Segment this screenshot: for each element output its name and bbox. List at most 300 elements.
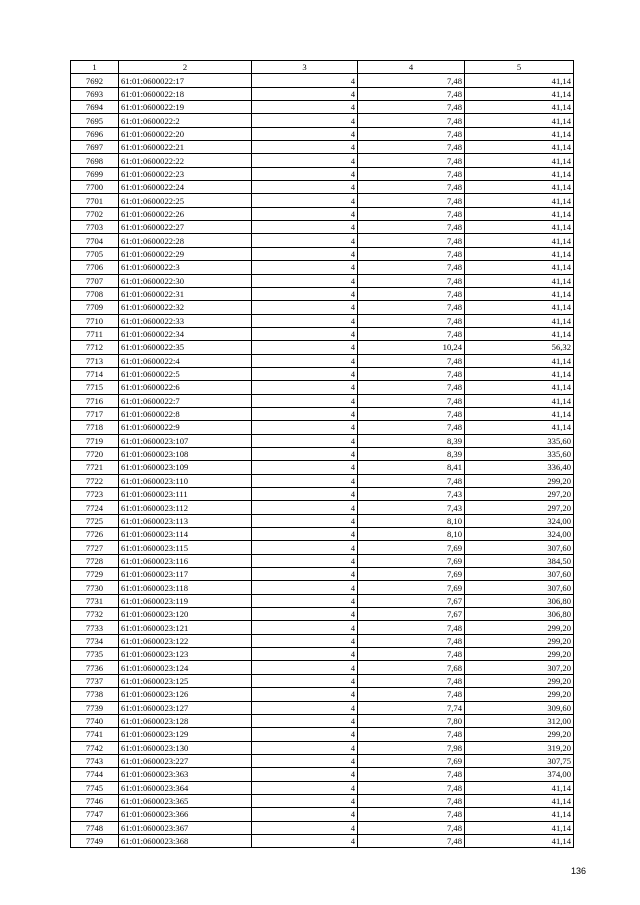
page-number: 136 xyxy=(570,866,586,876)
table-cell: 4 xyxy=(252,194,358,207)
table-row xyxy=(71,821,574,834)
table-cell: 41,14 xyxy=(465,181,574,194)
table-cell: 41,14 xyxy=(465,221,574,234)
table-cell: 307,60 xyxy=(465,568,574,581)
table-cell: 4 xyxy=(252,621,358,634)
table-cell: 4 xyxy=(252,688,358,701)
table-cell: 7,43 xyxy=(358,501,465,514)
table-row xyxy=(71,141,574,154)
table-cell: 4 xyxy=(252,407,358,420)
table-cell: 7724 xyxy=(71,501,119,514)
table-cell: 41,14 xyxy=(465,421,574,434)
table-cell: 4 xyxy=(252,301,358,314)
table-cell: 61:01:0600022:30 xyxy=(119,274,252,287)
table-cell: 7740 xyxy=(71,714,119,727)
table-cell: 10,24 xyxy=(358,341,465,354)
table-cell: 61:01:0600022:19 xyxy=(119,101,252,114)
table-cell: 7694 xyxy=(71,101,119,114)
table-row xyxy=(71,621,574,634)
table-cell: 61:01:0600023:125 xyxy=(119,674,252,687)
column-header-1: 1 xyxy=(71,61,119,74)
table-cell: 299,20 xyxy=(465,621,574,634)
table-cell: 4 xyxy=(252,501,358,514)
table-row xyxy=(71,554,574,567)
table-cell: 7,69 xyxy=(358,568,465,581)
table-cell: 61:01:0600022:31 xyxy=(119,287,252,300)
table-cell: 61:01:0600022:18 xyxy=(119,87,252,100)
table-cell: 7700 xyxy=(71,181,119,194)
table-cell: 7731 xyxy=(71,594,119,607)
table-cell: 7726 xyxy=(71,528,119,541)
table-row xyxy=(71,741,574,754)
table-cell: 7693 xyxy=(71,87,119,100)
table-cell: 7697 xyxy=(71,141,119,154)
table-cell: 4 xyxy=(252,381,358,394)
table-cell: 61:01:0600023:117 xyxy=(119,568,252,581)
table-cell: 4 xyxy=(252,714,358,727)
table-cell: 61:01:0600023:363 xyxy=(119,768,252,781)
table-cell: 7,48 xyxy=(358,821,465,834)
column-header-2: 2 xyxy=(119,61,252,74)
table-cell: 4 xyxy=(252,114,358,127)
table-cell: 7,48 xyxy=(358,674,465,687)
table-cell: 7737 xyxy=(71,674,119,687)
table-cell: 4 xyxy=(252,141,358,154)
table-cell: 4 xyxy=(252,234,358,247)
table-cell: 41,14 xyxy=(465,261,574,274)
table-cell: 7748 xyxy=(71,821,119,834)
table-cell: 299,20 xyxy=(465,474,574,487)
table-row xyxy=(71,834,574,847)
table-cell: 7,69 xyxy=(358,754,465,767)
data-table xyxy=(70,60,574,848)
table-cell: 7,48 xyxy=(358,141,465,154)
table-cell: 4 xyxy=(252,367,358,380)
table-body xyxy=(71,74,574,848)
table-cell: 61:01:0600023:124 xyxy=(119,661,252,674)
table-cell: 7733 xyxy=(71,621,119,634)
table-row xyxy=(71,287,574,300)
table-cell: 61:01:0600022:25 xyxy=(119,194,252,207)
table-row xyxy=(71,341,574,354)
table-cell: 4 xyxy=(252,154,358,167)
table-row xyxy=(71,447,574,460)
table-row xyxy=(71,781,574,794)
table-cell: 61:01:0600023:107 xyxy=(119,434,252,447)
table-cell: 297,20 xyxy=(465,488,574,501)
table-cell: 56,32 xyxy=(465,341,574,354)
table-row xyxy=(71,247,574,260)
table-cell: 7718 xyxy=(71,421,119,434)
table-cell: 4 xyxy=(252,834,358,847)
table-cell: 41,14 xyxy=(465,114,574,127)
table-cell: 61:01:0600022:9 xyxy=(119,421,252,434)
table-cell: 307,20 xyxy=(465,661,574,674)
table-cell: 7736 xyxy=(71,661,119,674)
table-cell: 7,48 xyxy=(358,381,465,394)
table-cell: 7,48 xyxy=(358,794,465,807)
table-cell: 61:01:0600023:114 xyxy=(119,528,252,541)
table-cell: 61:01:0600022:7 xyxy=(119,394,252,407)
table-cell: 7698 xyxy=(71,154,119,167)
table-cell: 4 xyxy=(252,247,358,260)
table-cell: 7729 xyxy=(71,568,119,581)
table-cell: 61:01:0600023:122 xyxy=(119,634,252,647)
table-row xyxy=(71,474,574,487)
table-cell: 4 xyxy=(252,541,358,554)
table-cell: 61:01:0600023:366 xyxy=(119,808,252,821)
table-cell: 4 xyxy=(252,821,358,834)
table-cell: 4 xyxy=(252,394,358,407)
table-row xyxy=(71,461,574,474)
table-row xyxy=(71,648,574,661)
table-row xyxy=(71,594,574,607)
table-cell: 7,48 xyxy=(358,367,465,380)
table-row xyxy=(71,568,574,581)
table-cell: 7745 xyxy=(71,781,119,794)
table-row xyxy=(71,714,574,727)
table-cell: 7,48 xyxy=(358,394,465,407)
table-cell: 4 xyxy=(252,354,358,367)
table-cell: 4 xyxy=(252,594,358,607)
table-cell: 41,14 xyxy=(465,247,574,260)
table-cell: 299,20 xyxy=(465,634,574,647)
table-cell: 307,60 xyxy=(465,581,574,594)
table-cell: 61:01:0600023:365 xyxy=(119,794,252,807)
table-row xyxy=(71,794,574,807)
table-row xyxy=(71,634,574,647)
table-cell: 61:01:0600023:110 xyxy=(119,474,252,487)
table-cell: 7696 xyxy=(71,127,119,140)
table-cell: 7714 xyxy=(71,367,119,380)
table-row xyxy=(71,608,574,621)
table-cell: 7716 xyxy=(71,394,119,407)
table-cell: 7701 xyxy=(71,194,119,207)
table-cell: 41,14 xyxy=(465,794,574,807)
table-cell: 4 xyxy=(252,447,358,460)
table-cell: 7,43 xyxy=(358,488,465,501)
table-cell: 374,00 xyxy=(465,768,574,781)
table-cell: 7,69 xyxy=(358,581,465,594)
table-cell: 41,14 xyxy=(465,367,574,380)
table-cell: 7,48 xyxy=(358,101,465,114)
table-cell: 7,98 xyxy=(358,741,465,754)
table-cell: 7,48 xyxy=(358,114,465,127)
table-cell: 7,48 xyxy=(358,274,465,287)
table-cell: 297,20 xyxy=(465,501,574,514)
table-row xyxy=(71,127,574,140)
table-cell: 4 xyxy=(252,528,358,541)
table-cell: 7,48 xyxy=(358,474,465,487)
table-cell: 61:01:0600022:2 xyxy=(119,114,252,127)
table-cell: 61:01:0600023:123 xyxy=(119,648,252,661)
table-cell: 7,48 xyxy=(358,194,465,207)
table-cell: 7727 xyxy=(71,541,119,554)
table-cell: 7,48 xyxy=(358,167,465,180)
table-row xyxy=(71,154,574,167)
table-cell: 7721 xyxy=(71,461,119,474)
table-cell: 41,14 xyxy=(465,354,574,367)
table-cell: 4 xyxy=(252,581,358,594)
table-cell: 4 xyxy=(252,514,358,527)
table-cell: 309,60 xyxy=(465,701,574,714)
table-cell: 4 xyxy=(252,87,358,100)
table-cell: 7734 xyxy=(71,634,119,647)
table-row xyxy=(71,87,574,100)
table-cell: 7,74 xyxy=(358,701,465,714)
table-row xyxy=(71,234,574,247)
table-cell: 61:01:0600022:21 xyxy=(119,141,252,154)
table-row xyxy=(71,421,574,434)
table-row xyxy=(71,501,574,514)
table-cell: 7711 xyxy=(71,327,119,340)
column-header-4: 4 xyxy=(358,61,465,74)
table-cell: 7747 xyxy=(71,808,119,821)
table-cell: 41,14 xyxy=(465,74,574,87)
table-cell: 336,40 xyxy=(465,461,574,474)
table-cell: 7744 xyxy=(71,768,119,781)
table-cell: 61:01:0600022:23 xyxy=(119,167,252,180)
table-cell: 7705 xyxy=(71,247,119,260)
table-row xyxy=(71,488,574,501)
table-cell: 4 xyxy=(252,461,358,474)
table-row xyxy=(71,674,574,687)
table-cell: 61:01:0600022:5 xyxy=(119,367,252,380)
table-cell: 4 xyxy=(252,434,358,447)
table-cell: 4 xyxy=(252,314,358,327)
table-cell: 4 xyxy=(252,327,358,340)
table-cell: 61:01:0600023:128 xyxy=(119,714,252,727)
table-cell: 61:01:0600023:367 xyxy=(119,821,252,834)
table-cell: 307,75 xyxy=(465,754,574,767)
table-cell: 4 xyxy=(252,221,358,234)
table-cell: 7,48 xyxy=(358,781,465,794)
table-cell: 7706 xyxy=(71,261,119,274)
table-cell: 7723 xyxy=(71,488,119,501)
table-cell: 41,14 xyxy=(465,394,574,407)
table-row xyxy=(71,101,574,114)
table-cell: 41,14 xyxy=(465,127,574,140)
table-cell: 7,48 xyxy=(358,407,465,420)
table-cell: 7732 xyxy=(71,608,119,621)
table-row xyxy=(71,688,574,701)
table-cell: 4 xyxy=(252,474,358,487)
table-cell: 7,48 xyxy=(358,127,465,140)
table-cell: 307,60 xyxy=(465,541,574,554)
table-cell: 41,14 xyxy=(465,87,574,100)
table-cell: 41,14 xyxy=(465,808,574,821)
table-cell: 61:01:0600023:112 xyxy=(119,501,252,514)
table-cell: 61:01:0600022:22 xyxy=(119,154,252,167)
table-cell: 7,48 xyxy=(358,74,465,87)
table-row xyxy=(71,728,574,741)
table-cell: 61:01:0600022:6 xyxy=(119,381,252,394)
table-cell: 4 xyxy=(252,648,358,661)
table-cell: 7735 xyxy=(71,648,119,661)
table-cell: 7,48 xyxy=(358,354,465,367)
table-cell: 8,10 xyxy=(358,528,465,541)
table-cell: 335,60 xyxy=(465,447,574,460)
table-cell: 7699 xyxy=(71,167,119,180)
table-cell: 61:01:0600023:126 xyxy=(119,688,252,701)
table-cell: 41,14 xyxy=(465,314,574,327)
table-cell: 7728 xyxy=(71,554,119,567)
table-row xyxy=(71,407,574,420)
table-cell: 7,48 xyxy=(358,247,465,260)
table-cell: 61:01:0600023:227 xyxy=(119,754,252,767)
table-cell: 7720 xyxy=(71,447,119,460)
table-row xyxy=(71,701,574,714)
table-cell: 7,48 xyxy=(358,181,465,194)
table-cell: 61:01:0600023:109 xyxy=(119,461,252,474)
table-cell: 41,14 xyxy=(465,407,574,420)
table-cell: 7,48 xyxy=(358,768,465,781)
table-cell: 8,39 xyxy=(358,434,465,447)
table-cell: 7739 xyxy=(71,701,119,714)
table-cell: 4 xyxy=(252,341,358,354)
table-cell: 4 xyxy=(252,768,358,781)
table-cell: 61:01:0600022:24 xyxy=(119,181,252,194)
table-cell: 41,14 xyxy=(465,327,574,340)
table-cell: 7746 xyxy=(71,794,119,807)
table-cell: 324,00 xyxy=(465,514,574,527)
table-cell: 4 xyxy=(252,74,358,87)
table-cell: 41,14 xyxy=(465,167,574,180)
table-cell: 61:01:0600023:113 xyxy=(119,514,252,527)
table-cell: 7,69 xyxy=(358,541,465,554)
table-cell: 319,20 xyxy=(465,741,574,754)
header-row xyxy=(71,61,574,74)
table-row xyxy=(71,541,574,554)
table-cell: 306,80 xyxy=(465,608,574,621)
table-cell: 324,00 xyxy=(465,528,574,541)
table-row xyxy=(71,394,574,407)
table-cell: 41,14 xyxy=(465,821,574,834)
table-cell: 7,48 xyxy=(358,648,465,661)
table-cell: 61:01:0600023:120 xyxy=(119,608,252,621)
table-cell: 61:01:0600023:127 xyxy=(119,701,252,714)
table-cell: 7730 xyxy=(71,581,119,594)
table-cell: 61:01:0600022:33 xyxy=(119,314,252,327)
table-cell: 7,67 xyxy=(358,594,465,607)
table-cell: 7715 xyxy=(71,381,119,394)
table-cell: 41,14 xyxy=(465,834,574,847)
table-row xyxy=(71,354,574,367)
table-cell: 7,48 xyxy=(358,314,465,327)
table-cell: 7,48 xyxy=(358,421,465,434)
table-cell: 299,20 xyxy=(465,674,574,687)
table-cell: 4 xyxy=(252,488,358,501)
table-cell: 41,14 xyxy=(465,301,574,314)
table-cell: 7,48 xyxy=(358,728,465,741)
table-cell: 4 xyxy=(252,728,358,741)
table-cell: 384,50 xyxy=(465,554,574,567)
table-row xyxy=(71,381,574,394)
table-cell: 7708 xyxy=(71,287,119,300)
column-header-3: 3 xyxy=(252,61,358,74)
table-cell: 7,48 xyxy=(358,808,465,821)
table-cell: 7704 xyxy=(71,234,119,247)
table-cell: 41,14 xyxy=(465,274,574,287)
table-cell: 7,48 xyxy=(358,261,465,274)
column-header-5: 5 xyxy=(465,61,574,74)
table-cell: 7,48 xyxy=(358,221,465,234)
table-cell: 4 xyxy=(252,781,358,794)
table-cell: 4 xyxy=(252,421,358,434)
table-cell: 61:01:0600022:28 xyxy=(119,234,252,247)
table-cell: 299,20 xyxy=(465,688,574,701)
table-cell: 4 xyxy=(252,674,358,687)
table-cell: 4 xyxy=(252,101,358,114)
table-cell: 61:01:0600022:3 xyxy=(119,261,252,274)
table-cell: 7709 xyxy=(71,301,119,314)
table-cell: 8,41 xyxy=(358,461,465,474)
table-row xyxy=(71,207,574,220)
table-row xyxy=(71,434,574,447)
table-cell: 4 xyxy=(252,741,358,754)
table-cell: 4 xyxy=(252,207,358,220)
table-cell: 4 xyxy=(252,794,358,807)
table-cell: 7719 xyxy=(71,434,119,447)
table-cell: 7,68 xyxy=(358,661,465,674)
table-cell: 299,20 xyxy=(465,648,574,661)
table-cell: 7,48 xyxy=(358,688,465,701)
table-cell: 4 xyxy=(252,661,358,674)
table-cell: 4 xyxy=(252,554,358,567)
table-cell: 7,48 xyxy=(358,327,465,340)
table-row xyxy=(71,528,574,541)
table-cell: 306,80 xyxy=(465,594,574,607)
table-cell: 4 xyxy=(252,167,358,180)
table-cell: 61:01:0600023:118 xyxy=(119,581,252,594)
table-cell: 61:01:0600022:20 xyxy=(119,127,252,140)
table-cell: 61:01:0600023:368 xyxy=(119,834,252,847)
table-cell: 7725 xyxy=(71,514,119,527)
table-cell: 61:01:0600022:34 xyxy=(119,327,252,340)
table-cell: 61:01:0600022:4 xyxy=(119,354,252,367)
table-cell: 41,14 xyxy=(465,234,574,247)
table-cell: 7,48 xyxy=(358,621,465,634)
table-cell: 4 xyxy=(252,181,358,194)
table-cell: 7,48 xyxy=(358,634,465,647)
table-cell: 4 xyxy=(252,754,358,767)
table-cell: 7707 xyxy=(71,274,119,287)
table-cell: 7692 xyxy=(71,74,119,87)
table-cell: 61:01:0600023:121 xyxy=(119,621,252,634)
table-cell: 7,67 xyxy=(358,608,465,621)
table-row xyxy=(71,808,574,821)
table-row xyxy=(71,221,574,234)
table-cell: 7,80 xyxy=(358,714,465,727)
table-cell: 312,00 xyxy=(465,714,574,727)
table-cell: 41,14 xyxy=(465,194,574,207)
table-row xyxy=(71,327,574,340)
table-cell: 7,48 xyxy=(358,207,465,220)
table-cell: 61:01:0600023:115 xyxy=(119,541,252,554)
table-cell: 4 xyxy=(252,634,358,647)
table-cell: 299,20 xyxy=(465,728,574,741)
table-cell: 7702 xyxy=(71,207,119,220)
table-cell: 61:01:0600023:116 xyxy=(119,554,252,567)
table-cell: 4 xyxy=(252,608,358,621)
table-cell: 7742 xyxy=(71,741,119,754)
table-cell: 41,14 xyxy=(465,101,574,114)
table-cell: 4 xyxy=(252,274,358,287)
table-row xyxy=(71,754,574,767)
table-cell: 61:01:0600022:27 xyxy=(119,221,252,234)
table-row xyxy=(71,114,574,127)
table-row xyxy=(71,301,574,314)
